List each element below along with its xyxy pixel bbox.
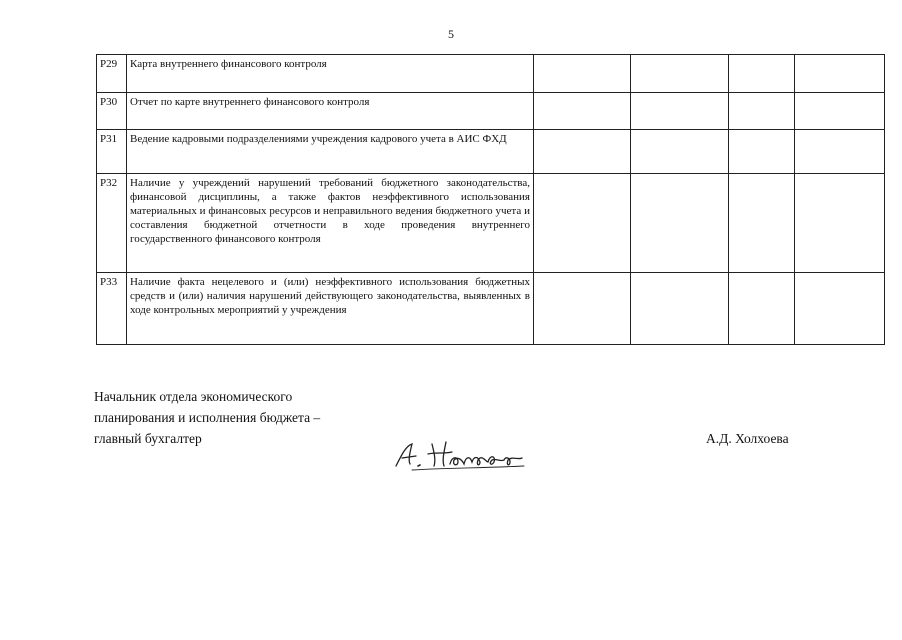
row-description: Ведение кадровыми подразделениями учреждения кадрового учета в АИС ФХД: [127, 130, 534, 174]
empty-cell: [534, 174, 631, 273]
empty-cell: [729, 93, 795, 130]
empty-cell: [631, 93, 729, 130]
table-row: [97, 174, 885, 273]
empty-cell: [729, 174, 795, 273]
empty-cell: [631, 174, 729, 273]
empty-cell: [631, 55, 729, 93]
empty-cell: [729, 273, 795, 345]
table-row: [97, 130, 885, 174]
empty-cell: [795, 55, 885, 93]
table-row: [97, 93, 885, 130]
row-code: Р30: [97, 93, 127, 130]
signatory-title-line: Начальник отдела экономического: [94, 389, 293, 404]
handwritten-signature: [392, 432, 532, 476]
empty-cell: [631, 130, 729, 174]
empty-cell: [631, 273, 729, 345]
report-table: [96, 54, 885, 345]
row-description: Отчет по карте внутреннего финансового контроля: [127, 93, 534, 130]
page-number: 5: [448, 27, 454, 41]
empty-cell: [534, 93, 631, 130]
row-code: Р29: [97, 55, 127, 93]
signatory-title: [94, 386, 320, 449]
signatory-title-line: главный бухгалтер: [94, 431, 202, 446]
empty-cell: [795, 130, 885, 174]
empty-cell: [795, 273, 885, 345]
table-row: [97, 55, 885, 93]
row-code: Р32: [97, 174, 127, 273]
row-code: Р33: [97, 273, 127, 345]
row-code: Р31: [97, 130, 127, 174]
empty-cell: [795, 93, 885, 130]
empty-cell: [795, 174, 885, 273]
row-description: Наличие факта нецелевого и (или) неэффективного использования бюджетных средств и (или) наличия нарушений действующего законодательства, выявленных в ходе контрольных мероприятий у учреждения: [127, 273, 534, 345]
signer-name: А.Д. Холхоева: [706, 431, 789, 446]
empty-cell: [534, 273, 631, 345]
empty-cell: [534, 55, 631, 93]
empty-cell: [534, 130, 631, 174]
empty-cell: [729, 55, 795, 93]
table-row: [97, 273, 885, 345]
row-description: Карта внутреннего финансового контроля: [127, 55, 534, 93]
row-description: Наличие у учреждений нарушений требований бюджетного законодательства, финансовой дисциплины, а также фактов неэффективного использования материальных и финансовых ресурсов и неправильного ведения бюджетного учета и составления бюджетной отчетности в ходе проведения внутреннего государственного финансового контроля: [127, 174, 534, 273]
empty-cell: [729, 130, 795, 174]
signatory-title-line: планирования и исполнения бюджета –: [94, 410, 321, 425]
